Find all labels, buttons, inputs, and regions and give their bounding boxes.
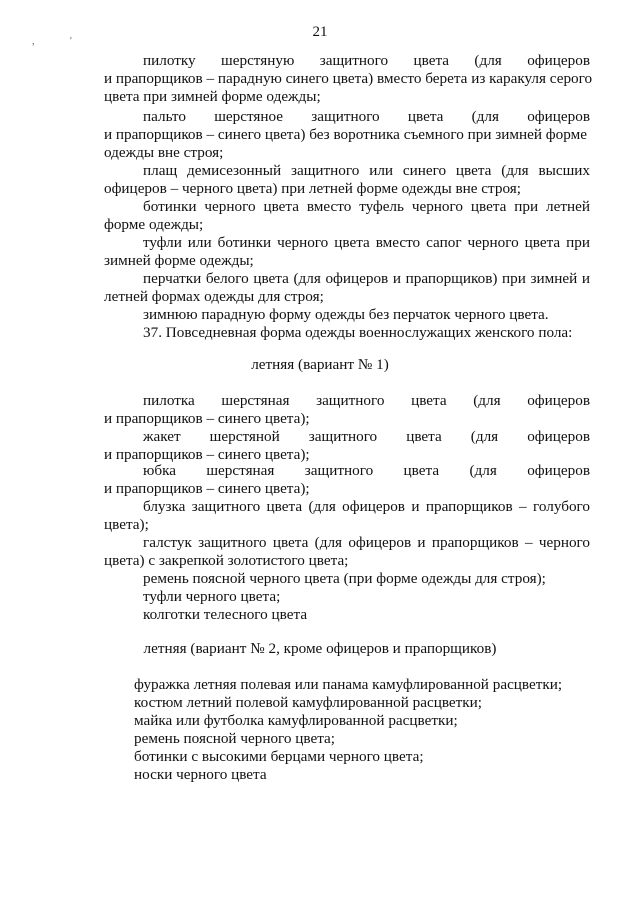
list-line: галстук защитного цвета (для офицеров и прапорщиков – черного (143, 534, 590, 551)
paragraph-line: пилотку шерстяную защитного цвета (для офицеров (143, 52, 590, 69)
list-line: туфли черного цвета; (143, 588, 281, 605)
list-line: ремень поясной черного цвета (при форме одежды для строя); (143, 570, 546, 587)
section-paragraph: 37. Повседневная форма одежды военнослужащих женского пола: (143, 324, 573, 341)
page-number: 21 (312, 24, 328, 40)
list-line: цвета); (104, 516, 149, 533)
paragraph-line: офицеров – черного цвета) при летней форме одежды вне строя; (104, 180, 521, 197)
subheading: летняя (вариант № 1) (251, 356, 389, 373)
paragraph-line: цвета при зимней форме одежды; (104, 88, 321, 105)
list-line: костюм летний полевой камуфлированной расцветки; (134, 694, 483, 711)
paragraph-line: ботинки черного цвета вместо туфель черного цвета при летней (143, 198, 590, 215)
paragraph-line: и прапорщиков – парадную синего цвета) вместо берета из каракуля серого (104, 70, 593, 87)
list-line: майка или футболка камуфлированной расцветки; (134, 712, 458, 729)
paragraph-line: пальто шерстяное защитного цвета (для офицеров (143, 108, 590, 125)
list-line: ремень поясной черного цвета; (134, 730, 336, 747)
list-line: фуражка летняя полевая или панама камуфлированной расцветки; (134, 676, 563, 693)
subheading: летняя (вариант № 2, кроме офицеров и прапорщиков) (143, 640, 497, 657)
list-line: пилотка шерстяная защитного цвета (для офицеров (143, 392, 590, 409)
paragraph-line: одежды вне строя; (104, 144, 224, 161)
list-line: цвета) с закрепкой золотистого цвета; (104, 552, 349, 569)
paragraph-line: плащ демисезонный защитного или синего цвета (для высших (143, 162, 590, 179)
paragraph-line: форме одежды; (104, 216, 204, 233)
list-line: юбка шерстяная защитного цвета (для офицеров (143, 462, 590, 479)
list-line: и прапорщиков – синего цвета); (104, 446, 310, 463)
list-line: колготки телесного цвета (143, 606, 308, 623)
list-line: ботинки с высокими берцами черного цвета; (134, 748, 424, 765)
paragraph-line: и прапорщиков – синего цвета) без воротника съемного при зимней форме (104, 126, 587, 143)
list-line: и прапорщиков – синего цвета); (104, 480, 310, 497)
list-line: жакет шерстяной защитного цвета (для офицеров (143, 428, 590, 445)
paragraph-line: туфли или ботинки черного цвета вместо сапог черного цвета при (143, 234, 590, 251)
paragraph-line: летней формах одежды для строя; (104, 288, 324, 305)
paragraph-line: перчатки белого цвета (для офицеров и прапорщиков) при зимней и (143, 270, 590, 287)
list-line: и прапорщиков – синего цвета); (104, 410, 310, 427)
scan-mark: ' (70, 36, 72, 47)
paragraph-line: зимнюю парадную форму одежды без перчаток черного цвета. (143, 306, 549, 323)
list-line: носки черного цвета (134, 766, 267, 783)
scan-mark: , (32, 36, 35, 47)
list-line: блузка защитного цвета (для офицеров и прапорщиков – голубого (143, 498, 590, 515)
paragraph-line: зимней форме одежды; (104, 252, 254, 269)
